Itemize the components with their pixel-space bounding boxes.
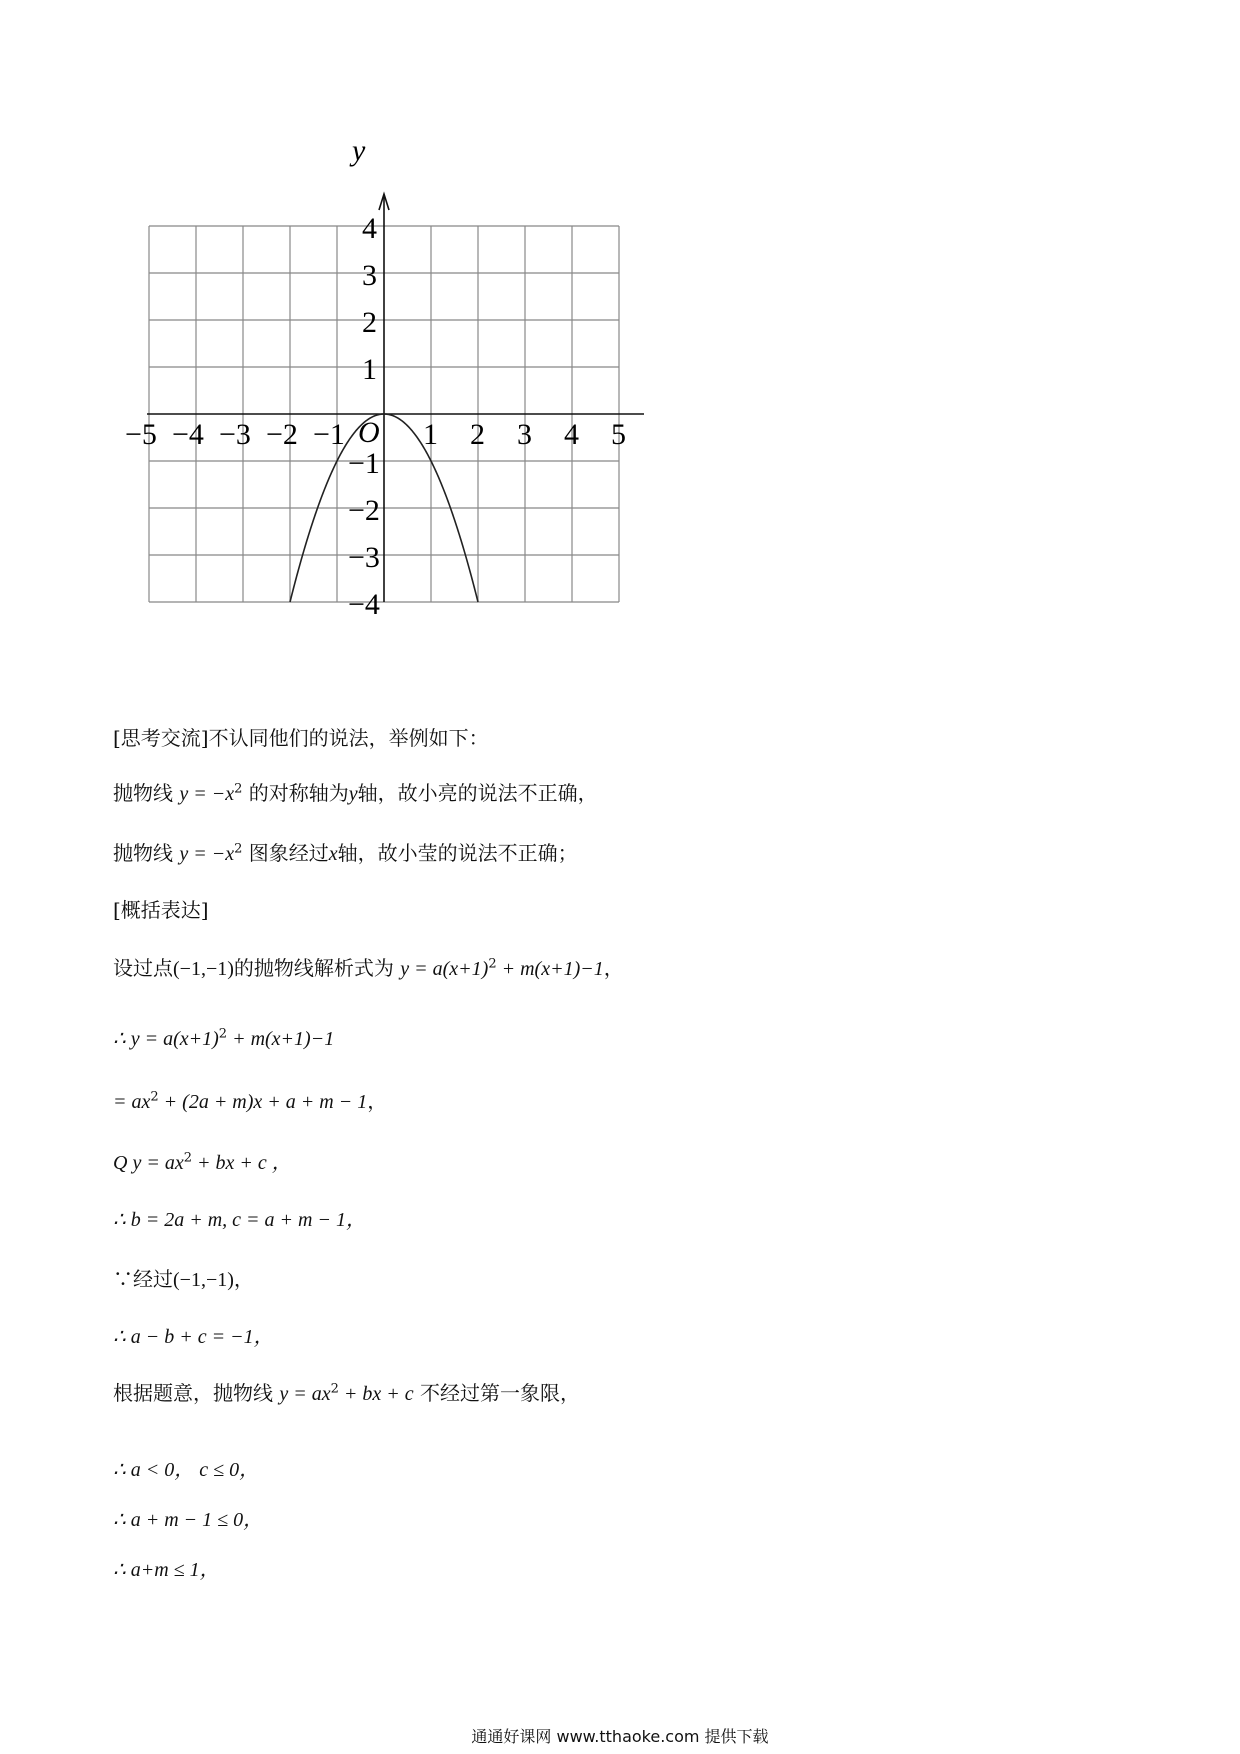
line-think: [113, 724, 489, 752]
math: y: [348, 783, 358, 805]
line-eq11: [113, 1322, 274, 1351]
y-tick-label: 4: [362, 212, 377, 245]
x-tick-label: 5: [611, 418, 626, 451]
math: = ax: [113, 1091, 151, 1113]
math: ∵经过(−1,−1)，: [113, 1269, 254, 1291]
y-tick-label: 1: [362, 353, 377, 386]
y-tick-label: 2: [362, 306, 377, 339]
text: 图象经过: [242, 841, 329, 865]
line-condition: [113, 1379, 580, 1408]
text: 轴，故小莹的说法不正确；: [337, 841, 578, 865]
math: + bx + c ，: [191, 1152, 292, 1174]
line-summary: [113, 896, 209, 924]
math: y = ax: [279, 1383, 331, 1405]
y-tick-label: −1: [348, 447, 380, 480]
text: 的对称轴为: [242, 781, 349, 805]
math: ∴ a+m ≤ 1，: [113, 1559, 220, 1581]
math: y = −x: [179, 843, 235, 865]
math: ∴ y = a(x+1): [113, 1028, 219, 1050]
x-tick-label: −1: [313, 418, 345, 451]
line-eq8: [113, 1148, 292, 1177]
x-tick-label: −2: [266, 418, 298, 451]
text: 抛物线: [113, 841, 180, 865]
exponent: 2: [183, 1150, 192, 1166]
y-tick-label: 3: [362, 259, 377, 292]
math: ∴ a + m − 1 ≤ 0，: [113, 1509, 264, 1531]
text: 的抛物线解析式为: [233, 956, 401, 980]
math: ∴ a < 0， c ≤ 0，: [113, 1459, 260, 1481]
exponent: 2: [150, 1089, 159, 1105]
text: ，: [367, 1089, 388, 1113]
math: ∴ b = 2a + m, c = a + m − 1，: [113, 1209, 366, 1231]
text: 不经过第一象限，: [413, 1381, 580, 1405]
summary-heading: [概括表达]: [113, 898, 209, 922]
math: + m(x+1)−1: [496, 958, 604, 980]
math: ∴ a − b + c = −1，: [113, 1326, 274, 1348]
line-eq15: [113, 1555, 220, 1584]
footer-source: 通通好课网 www.tthaoke.com 提供下载: [471, 1727, 769, 1746]
line-xaxis: [113, 839, 578, 868]
exponent: 2: [488, 956, 497, 972]
math: y = a(x+1): [400, 958, 489, 980]
exponent: 2: [218, 1026, 228, 1042]
x-tick-label: −3: [219, 418, 251, 451]
text: 设过点: [113, 956, 173, 980]
math: + bx + c: [338, 1383, 414, 1405]
x-tick-label: 3: [517, 418, 532, 451]
x-tick-label: 2: [470, 418, 485, 451]
x-tick-label: 1: [423, 418, 438, 451]
line-eq10: [113, 1265, 254, 1294]
y-tick-label: −4: [348, 588, 380, 621]
y-tick-label: −3: [348, 541, 380, 574]
exponent: 2: [234, 781, 243, 797]
math: Q y = ax: [113, 1152, 184, 1174]
x-tick-label: −5: [125, 418, 157, 451]
line-eq9: [113, 1205, 366, 1234]
math: + m(x+1)−1: [227, 1028, 335, 1050]
text: 抛物线: [113, 781, 180, 805]
axes: [147, 194, 644, 602]
math: (−1,−1): [173, 958, 234, 980]
y-axis-label: y: [352, 134, 366, 167]
x-tick-label: 4: [564, 418, 579, 451]
y-tick-label: −2: [348, 494, 380, 527]
exponent: 2: [330, 1381, 339, 1397]
math: + (2a + m)x + a + m − 1: [158, 1091, 368, 1113]
line-eq14: [113, 1505, 263, 1534]
text: 根据题意，抛物线: [113, 1381, 280, 1405]
text: ，: [603, 956, 624, 980]
line-eq6: [113, 1024, 334, 1053]
text: 轴，故小亮的说法不正确，: [357, 781, 598, 805]
math: y = −x: [179, 783, 235, 805]
x-tick-label: −4: [172, 418, 204, 451]
line-eq7: [113, 1087, 387, 1116]
coordinate-graph: [0, 0, 700, 640]
line-setup: [113, 954, 624, 983]
math: x: [328, 843, 338, 865]
origin-label: O: [358, 416, 380, 449]
think-text: [思考交流]不认同他们的说法，举例如下：: [113, 726, 489, 750]
line-symmetry: [113, 779, 598, 808]
exponent: 2: [234, 841, 243, 857]
line-eq13: [113, 1455, 259, 1484]
